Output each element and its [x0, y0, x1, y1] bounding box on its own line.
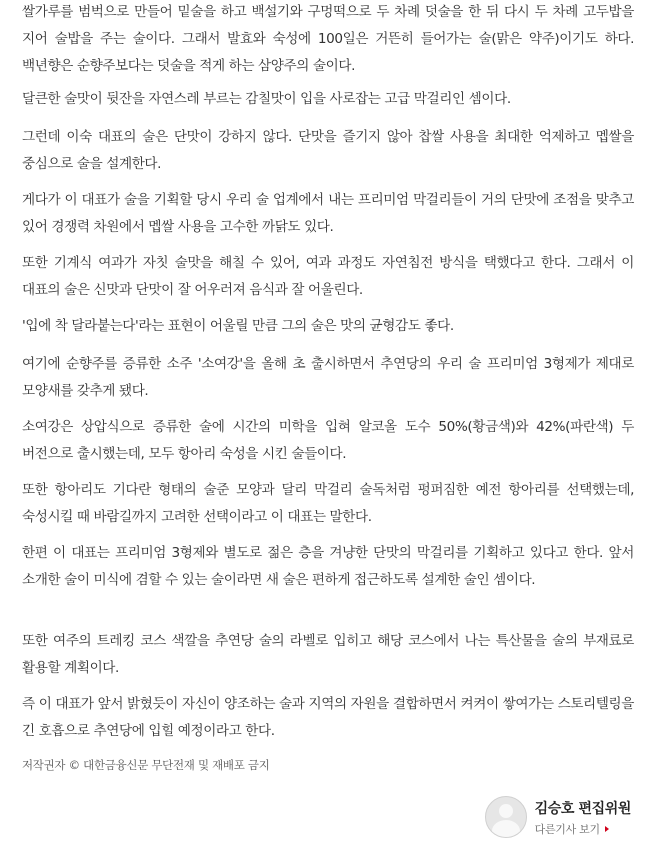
more-articles-label: 다른기사 보기 [534, 822, 600, 836]
article-paragraph-7: 여기에 순향주를 증류한 소주 '소여강'을 올해 초 출시하면서 추연당의 우리 술 프리미엄 3형제가 제대로 모양새를 갖추게 됐다. [22, 356, 634, 399]
article-paragraph-9: 또한 항아리도 기다란 형태의 술준 모양과 달리 막걸리 술독처럼 펑퍼짐한 예전 항아리를 선택했는데, 숙성시킬 때 바람길까지 고려한 선택이라고 이 대표는 말한다. [22, 482, 634, 525]
article-paragraph-1: 쌀가루를 범벅으로 만들어 밑술을 하고 백설기와 구멍떡으로 두 차례 덧술을 한 뒤 다시 두 차례 고두밥을 지어 술밥을 주는 술이다. 그래서 발효와 숙성에 100일은 거뜬히 들어가는 술(맑은 약주)이기도 하다. 백년향은 순향주보다는 덧술을 적게 하는 삼양주의 술이다. [22, 4, 634, 74]
article-paragraph-5: 또한 기계식 여과가 자칫 술맛을 해칠 수 있어, 여과 과정도 자연침전 방식을 택했다고 한다. 그래서 이 대표의 술은 신맛과 단맛이 잘 어우러져 음식과 잘 어울린다. [22, 255, 634, 298]
reporter-name[interactable]: 김승호 편집위원 [534, 800, 631, 817]
article-paragraph-11: 또한 여주의 트레킹 코스 색깔을 추연당 술의 라벨로 입히고 해당 코스에서 나는 특산물을 술의 부재료로 활용할 계획이다. [22, 633, 634, 676]
reporter-byline [485, 796, 631, 838]
article-paragraph-2: 달큰한 술맛이 뒷잔을 자연스레 부르는 감칠맛이 입을 사로잡는 고급 막걸리인 셈이다. [22, 91, 511, 107]
article-paragraph-10: 한편 이 대표는 프리미엄 3형제와 별도로 젊은 층을 겨냥한 단맛의 막걸리를 기획하고 있다고 한다. 앞서 소개한 술이 미식에 겸할 수 있는 술이라면 새 술은 편하게 접근하도록 설계한 술인 셈이다. [22, 545, 634, 588]
article-paragraph-8: 소여강은 상압식으로 증류한 술에 시간의 미학을 입혀 알코올 도수 50%(황금색)와 42%(파란색) 두 버전으로 출시했는데, 모두 항아리 숙성을 시킨 술들이다. [22, 419, 634, 462]
article-paragraph-4: 게다가 이 대표가 술을 기획할 당시 우리 술 업계에서 내는 프리미엄 막걸리들이 거의 단맛에 조점을 맞추고 있어 경쟁력 차원에서 멥쌀 사용을 고수한 까닭도 있다. [22, 192, 634, 235]
caret-right-icon [605, 826, 609, 832]
article-paragraph-3: 그런데 이숙 대표의 술은 단맛이 강하지 않다. 단맛을 즐기지 않아 찹쌀 사용을 최대한 억제하고 멥쌀을 중심으로 술을 설계한다. [22, 129, 634, 172]
article-paragraph-6: '입에 착 달라붙는다'라는 표현이 어울릴 만큼 그의 술은 맛의 균형감도 좋다. [22, 318, 454, 334]
more-articles-link[interactable] [535, 821, 631, 837]
copyright-notice: 저작권자 © 대한금융신문 무단전재 및 재배포 금지 [22, 758, 270, 772]
article-paragraph-12: 즉 이 대표가 앞서 밝혔듯이 자신이 양조하는 술과 지역의 자원을 결합하면서 켜켜이 쌓여가는 스토리텔링을 긴 호흡으로 추연당에 입힐 예정이라고 한다. [22, 696, 634, 739]
user-avatar-icon[interactable] [485, 796, 527, 838]
